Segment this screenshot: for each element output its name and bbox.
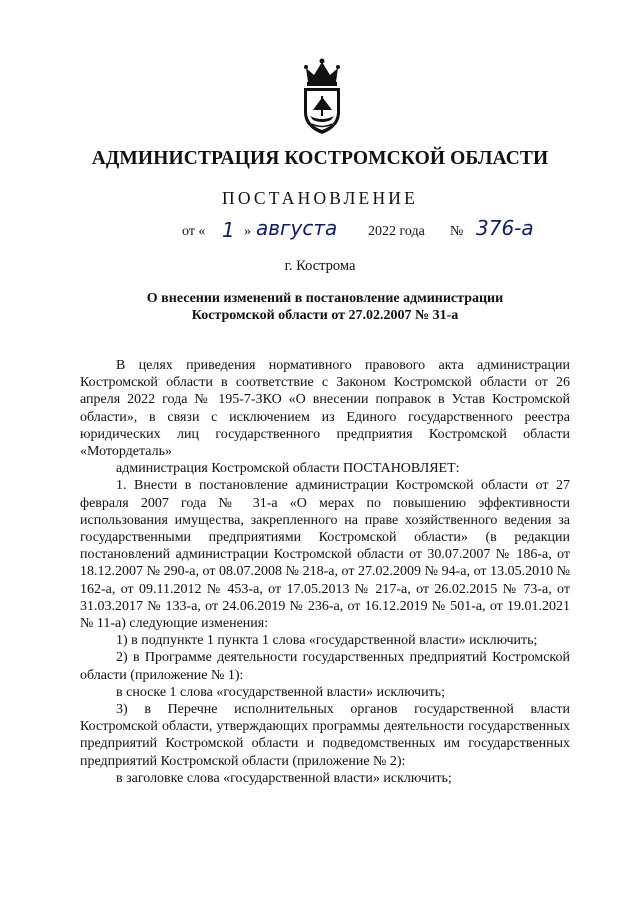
date-prefix: от « (182, 224, 206, 239)
body-paragraph: 1) в подпункте 1 пункта 1 слова «государственной власти» исключить; (116, 633, 538, 649)
date-number-line (0, 218, 640, 248)
date-day-handwritten: 1 (222, 218, 235, 242)
document-subject (80, 290, 570, 324)
number-sign: № (450, 224, 464, 239)
body-paragraph: 3) в Перечне исполнительных органов государственной власти Костромской области, утверждающих программы деятельности государственных предприятий Костромской области и подведомственных им государственных предприятий Костромской области (приложение № 2): (80, 702, 570, 769)
body-paragraph: администрация Костромской области ПОСТАНОВЛЯЕТ: (116, 461, 460, 477)
body-paragraph: 1. Внести в постановление администрации Костромской области от 27 февраля 2007 года № 31-а «О мерах по повышению эффективности использования имущества, закрепленного на праве хозяйственного ведения за государственными предприятиями Костромской области» (в редакции постановлений администрации Костромской области от 30.07.2007 № 186-а, от 18.12.2007 № 290-а, от 08.07.2008 № 218-а, от 27.02.2009 № 94-а, от 13.05.2010 № 162-а, от 09.11.2012 № 453-а, от 17.05.2013 № 217-а, от 26.02.2015 № 73-а, от 31.03.2017 № 133-а, от 24.06.2019 № 236-а, от 16.12.2019 № 501-а, от 19.01.2021 № 11-а) следующие изменения: (80, 478, 570, 632)
city-line: г. Кострома (284, 258, 356, 274)
body-paragraph: 2) в Программе деятельности государственных предприятий Костромской области (приложение № 1): (80, 650, 570, 683)
body-paragraph: В целях приведения нормативного правового акта администрации Костромской области в соответствие с Законом Костромской области от 26 апреля 2022 года № 195-7-ЗКО «О внесении поправок в Устав Костромской области», в связи с исключением из Единого государственного реестра юридических лиц государственного предприятия Костромской области «Мотордеталь» (80, 358, 570, 460)
coat-of-arms-graphic (298, 58, 346, 136)
date-year: 2022 года (368, 224, 425, 239)
document-type-title: ПОСТАНОВЛЕНИЕ (221, 188, 419, 208)
organization-title: АДМИНИСТРАЦИЯ КОСТРОМСКОЙ ОБЛАСТИ (91, 148, 549, 169)
coat-of-arms-icon (298, 58, 346, 136)
date-quote-close: » (244, 224, 251, 239)
body-paragraph: в заголовке слова «государственной власти» исключить; (116, 770, 452, 786)
document-body (80, 357, 570, 787)
date-month-handwritten: августа (256, 216, 338, 240)
subject-line-2: Костромской области от 27.02.2007 № 31-а (191, 308, 459, 323)
subject-line-1: О внесении изменений в постановление администрации (146, 291, 504, 306)
body-paragraph: в сноске 1 слова «государственной власти» исключить; (116, 684, 445, 700)
document-number-handwritten: 376-а (476, 216, 534, 240)
